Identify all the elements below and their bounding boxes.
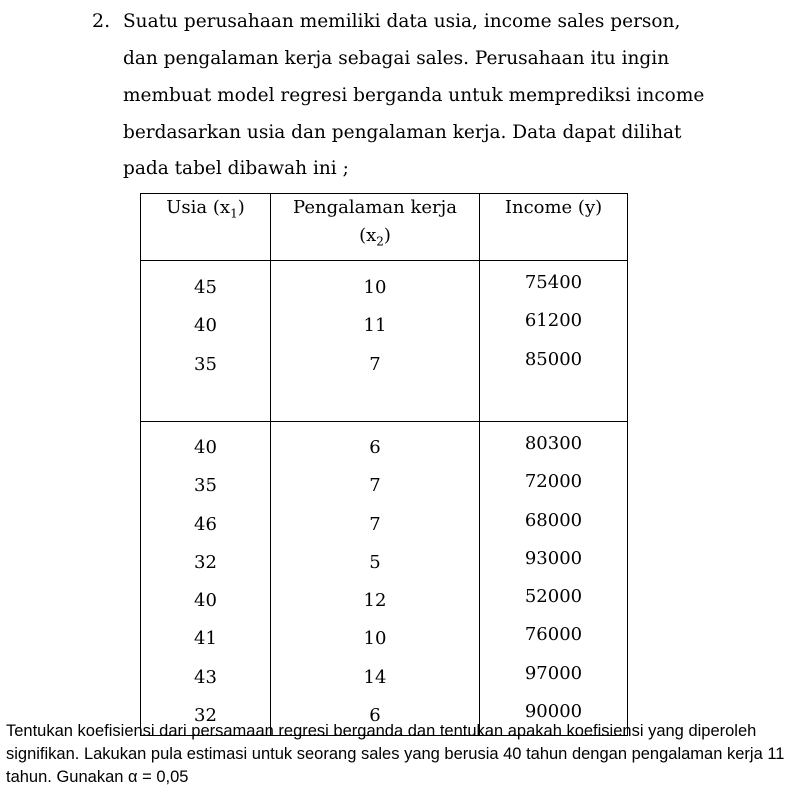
header-pengalaman: Pengalaman kerja $(x_2)$ bbox=[271, 194, 480, 261]
table-block-1 bbox=[141, 261, 628, 422]
table-cell: 11 bbox=[363, 315, 387, 337]
table-cell: 35 bbox=[194, 353, 217, 375]
block2-x1-cell bbox=[141, 422, 271, 736]
question-line-5: pada tabel dibawah ini ; bbox=[123, 158, 349, 179]
table-cell: 41 bbox=[194, 628, 217, 650]
header-income: Income (y) bbox=[480, 194, 628, 261]
table-cell: 68000 bbox=[524, 509, 583, 531]
block1-x1-cell bbox=[141, 261, 271, 422]
question-line-2: dan pengalaman kerja sebagai sales. Perusahaan itu ingin bbox=[123, 48, 670, 69]
table-cell: 97000 bbox=[524, 662, 583, 684]
table-cell: 10 bbox=[363, 628, 387, 650]
block1-x2-cell bbox=[271, 261, 480, 422]
table-cell: 61200 bbox=[524, 310, 583, 332]
table-cell: 12 bbox=[363, 590, 387, 612]
table-cell: 35 bbox=[194, 475, 217, 497]
header-usia: Usia $(x_1)$ bbox=[141, 194, 271, 261]
table-cell: 43 bbox=[194, 666, 217, 688]
table-cell: 6 bbox=[369, 705, 381, 727]
table-header-row bbox=[141, 194, 628, 261]
table-cell: 76000 bbox=[524, 624, 583, 646]
table-cell: 7 bbox=[369, 353, 381, 375]
table-cell: 90000 bbox=[524, 701, 583, 723]
block2-x2-cell bbox=[271, 422, 480, 736]
table-cell: 40 bbox=[194, 315, 217, 337]
table-cell: 75400 bbox=[524, 272, 583, 293]
table-cell: 52000 bbox=[524, 586, 583, 608]
table-cell: 85000 bbox=[524, 348, 583, 370]
block1-y-cell bbox=[480, 261, 628, 422]
table-cell: 72000 bbox=[524, 471, 583, 493]
question-line-4: berdasarkan usia dan pengalaman kerja. Data dapat dilihat bbox=[123, 122, 682, 143]
question-line-3: membuat model regresi berganda untuk memprediksi income bbox=[123, 85, 705, 106]
instruction-text: Tentukan koefisiensi dari persamaan regresi berganda dan tentukan apakah koefisiensi yang diperoleh signifikan. Lakukan pula estimasi untuk seorang sales yang berusia 40 tahun dengan pengalaman kerja 11 tahun. Gunakan α = 0,05 bbox=[6, 722, 785, 786]
data-table bbox=[140, 193, 628, 736]
table-block-2 bbox=[141, 422, 628, 736]
table-cell: 93000 bbox=[524, 547, 583, 569]
question-line-1: Suatu perusahaan memiliki data usia, income sales person, bbox=[123, 11, 681, 32]
table-cell: 5 bbox=[369, 551, 381, 573]
table-cell: 46 bbox=[194, 513, 217, 535]
table-cell: 40 bbox=[194, 437, 217, 458]
table-cell: 6 bbox=[369, 437, 381, 458]
table-cell: 80300 bbox=[524, 433, 583, 454]
table-cell: 14 bbox=[363, 666, 387, 688]
question-number: 2. bbox=[92, 10, 111, 32]
table-cell: 40 bbox=[194, 590, 217, 612]
table-cell: 32 bbox=[194, 705, 217, 727]
table-cell: 7 bbox=[369, 475, 381, 497]
block2-y-cell bbox=[480, 422, 628, 736]
table-cell: 10 bbox=[363, 277, 387, 298]
table-cell: 32 bbox=[194, 551, 217, 573]
table-cell: 45 bbox=[194, 277, 217, 298]
table-cell: 7 bbox=[369, 513, 381, 535]
